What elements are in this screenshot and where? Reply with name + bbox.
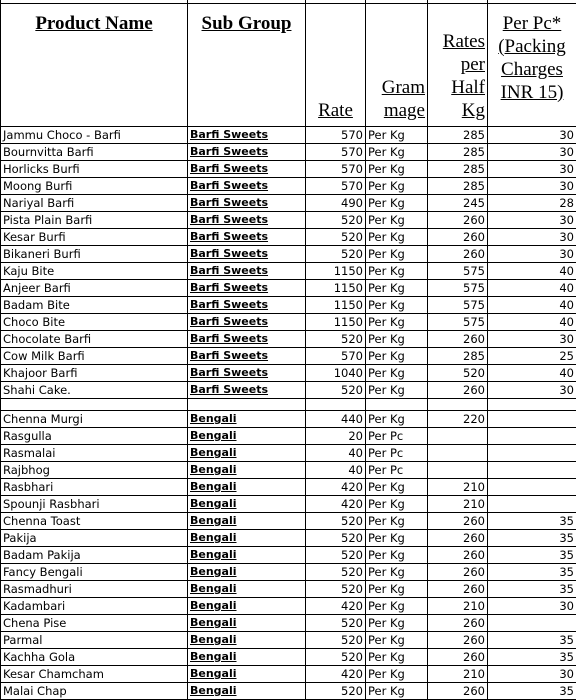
sub-group-cell: Bengali [188,479,306,496]
per-pc-cell: 25 [488,348,576,365]
table-row [1,263,576,280]
product-name-cell: Horlicks Burfi [1,161,188,178]
table-row [1,280,576,297]
grammage-cell: Per Kg [366,280,428,297]
table-row [1,632,576,649]
table-row [1,666,576,683]
sub-group-cell: Bengali [188,411,306,428]
sub-group-cell: Barfi Sweets [188,212,306,229]
per-pc-cell: 40 [488,297,576,314]
sub-group-cell: Barfi Sweets [188,161,306,178]
empty-cell [488,399,576,411]
half-kg-rate-cell: 285 [428,127,488,144]
per-pc-cell: 40 [488,314,576,331]
product-name-cell: Anjeer Barfi [1,280,188,297]
sub-group-cell: Barfi Sweets [188,365,306,382]
table-row [1,598,576,615]
sub-group-cell: Bengali [188,513,306,530]
half-kg-rate-cell: 260 [428,513,488,530]
half-kg-rate-cell: 260 [428,547,488,564]
sub-group-cell: Bengali [188,547,306,564]
table-row [1,581,576,598]
per-pc-cell [488,615,576,632]
per-pc-cell: 35 [488,632,576,649]
product-name-cell: Nariyal Barfi [1,195,188,212]
table-row [1,314,576,331]
grammage-cell: Per Kg [366,615,428,632]
per-pc-cell: 30 [488,127,576,144]
half-kg-rate-cell: 260 [428,229,488,246]
sub-group-cell: Bengali [188,445,306,462]
per-pc-cell: 35 [488,581,576,598]
half-kg-rate-cell: 260 [428,615,488,632]
per-pc-cell [488,496,576,513]
table-row [1,564,576,581]
grammage-cell: Per Kg [366,581,428,598]
sub-group-cell: Barfi Sweets [188,127,306,144]
rate-cell: 520 [306,683,366,700]
header-per-pc [488,4,576,127]
half-kg-rate-cell: 220 [428,411,488,428]
rate-cell: 1150 [306,263,366,280]
sub-group-cell: Barfi Sweets [188,178,306,195]
grammage-cell: Per Pc [366,445,428,462]
per-pc-cell [488,479,576,496]
product-name-cell: Kaju Bite [1,263,188,280]
product-name-cell: Fancy Bengali [1,564,188,581]
rate-cell: 520 [306,513,366,530]
header-row [1,4,576,127]
product-name-cell: Bikaneri Burfi [1,246,188,263]
product-name-cell: Malai Chap [1,683,188,700]
grammage-cell: Per Kg [366,263,428,280]
grammage-cell: Per Kg [366,178,428,195]
product-name-cell: Badam Pakija [1,547,188,564]
table-row [1,348,576,365]
grammage-cell: Per Kg [366,229,428,246]
rate-cell: 570 [306,161,366,178]
rate-cell: 1150 [306,280,366,297]
header-per-pc-text: Per Pc* (Packing Charges INR 15) [498,13,566,103]
grammage-cell: Per Kg [366,246,428,263]
sub-group-cell: Bengali [188,581,306,598]
grammage-cell: Per Kg [366,632,428,649]
table-row [1,479,576,496]
grammage-cell: Per Kg [366,144,428,161]
table-row [1,530,576,547]
table-row [1,683,576,700]
rate-cell: 520 [306,564,366,581]
product-name-cell: Choco Bite [1,314,188,331]
header-grammage-text: Gram mage [381,77,425,121]
grammage-cell: Per Kg [366,479,428,496]
table-row [1,428,576,445]
half-kg-rate-cell: 260 [428,382,488,399]
per-pc-cell: 30 [488,212,576,229]
table-row [1,547,576,564]
per-pc-cell: 35 [488,530,576,547]
rate-cell: 440 [306,411,366,428]
per-pc-cell: 35 [488,513,576,530]
header-rate [306,4,366,127]
grammage-cell: Per Kg [366,564,428,581]
sub-group-cell: Barfi Sweets [188,229,306,246]
rate-cell: 420 [306,479,366,496]
section-gap-row [1,399,576,411]
empty-cell [188,399,306,411]
table-row [1,297,576,314]
sub-group-cell: Bengali [188,632,306,649]
product-name-cell: Chenna Toast [1,513,188,530]
rate-cell: 520 [306,530,366,547]
grammage-cell: Per Kg [366,195,428,212]
product-name-cell: Rajbhog [1,462,188,479]
product-name-cell: Cow Milk Barfi [1,348,188,365]
rate-cell: 40 [306,445,366,462]
product-name-cell: Kachha Gola [1,649,188,666]
half-kg-rate-cell: 260 [428,581,488,598]
table-row [1,178,576,195]
sub-group-cell: Bengali [188,462,306,479]
table-row [1,411,576,428]
grammage-cell: Per Kg [366,649,428,666]
per-pc-cell: 30 [488,598,576,615]
half-kg-rate-cell: 260 [428,331,488,348]
product-name-cell: Rasbhari [1,479,188,496]
per-pc-cell [488,462,576,479]
per-pc-cell [488,428,576,445]
sub-group-cell: Barfi Sweets [188,263,306,280]
grammage-cell: Per Kg [366,382,428,399]
half-kg-rate-cell: 575 [428,314,488,331]
rate-cell: 520 [306,581,366,598]
rate-cell: 520 [306,382,366,399]
grammage-cell: Per Kg [366,365,428,382]
half-kg-rate-cell [428,462,488,479]
table-row [1,649,576,666]
rate-cell: 520 [306,229,366,246]
half-kg-rate-cell: 210 [428,496,488,513]
grammage-cell: Per Kg [366,212,428,229]
rate-cell: 570 [306,144,366,161]
rate-cell: 520 [306,547,366,564]
grammage-cell: Per Kg [366,513,428,530]
table-row [1,462,576,479]
sub-group-cell: Bengali [188,496,306,513]
grammage-cell: Per Kg [366,297,428,314]
rate-cell: 570 [306,178,366,195]
empty-cell [428,399,488,411]
sub-group-cell: Bengali [188,683,306,700]
per-pc-cell: 30 [488,144,576,161]
rate-cell: 1150 [306,297,366,314]
sub-group-cell: Bengali [188,666,306,683]
half-kg-rate-cell: 285 [428,161,488,178]
table-row [1,127,576,144]
sub-group-cell: Bengali [188,564,306,581]
half-kg-rate-cell [428,428,488,445]
half-kg-rate-cell: 210 [428,666,488,683]
table-row [1,496,576,513]
empty-cell [366,399,428,411]
grammage-cell: Per Kg [366,547,428,564]
grammage-cell: Per Pc [366,462,428,479]
half-kg-rate-cell: 260 [428,564,488,581]
per-pc-cell: 35 [488,547,576,564]
rate-cell: 570 [306,348,366,365]
rate-cell: 520 [306,212,366,229]
half-kg-rate-cell: 245 [428,195,488,212]
per-pc-cell: 30 [488,382,576,399]
half-kg-rate-cell: 210 [428,479,488,496]
header-grammage [366,4,428,127]
half-kg-rate-cell: 210 [428,598,488,615]
sub-group-cell: Barfi Sweets [188,195,306,212]
rate-cell: 520 [306,632,366,649]
rate-cell: 520 [306,331,366,348]
table-row [1,365,576,382]
product-name-cell: Kadambari [1,598,188,615]
rate-cell: 570 [306,127,366,144]
half-kg-rate-cell: 260 [428,212,488,229]
sub-group-cell: Barfi Sweets [188,314,306,331]
product-name-cell: Chocolate Barfi [1,331,188,348]
product-name-cell: Parmal [1,632,188,649]
product-name-cell: Bournvitta Barfi [1,144,188,161]
per-pc-cell: 35 [488,683,576,700]
rate-cell: 1150 [306,314,366,331]
per-pc-cell: 35 [488,649,576,666]
table-row [1,144,576,161]
sub-group-cell: Barfi Sweets [188,348,306,365]
header-half-kg-text: Rates per Half Kg [442,31,485,121]
half-kg-rate-cell: 285 [428,144,488,161]
grammage-cell: Per Pc [366,428,428,445]
grammage-cell: Per Kg [366,598,428,615]
half-kg-rate-cell: 260 [428,683,488,700]
product-name-cell: Pakija [1,530,188,547]
product-name-cell: Chenna Murgi [1,411,188,428]
rate-cell: 420 [306,496,366,513]
sub-group-cell: Bengali [188,615,306,632]
sub-group-cell: Bengali [188,530,306,547]
per-pc-cell: 30 [488,178,576,195]
per-pc-cell: 30 [488,229,576,246]
product-name-cell: Spounji Rasbhari [1,496,188,513]
half-kg-rate-cell: 260 [428,530,488,547]
product-name-cell: Kesar Burfi [1,229,188,246]
sub-group-cell: Barfi Sweets [188,382,306,399]
per-pc-cell [488,445,576,462]
table-row [1,445,576,462]
rate-cell: 20 [306,428,366,445]
product-name-cell: Rasgulla [1,428,188,445]
table-row [1,615,576,632]
product-name-cell: Rasmalai [1,445,188,462]
header-rate-text: Rate [318,100,353,121]
sub-group-cell: Barfi Sweets [188,144,306,161]
rate-cell: 420 [306,598,366,615]
grammage-cell: Per Kg [366,530,428,547]
half-kg-rate-cell: 260 [428,649,488,666]
grammage-cell: Per Kg [366,348,428,365]
table-row [1,195,576,212]
half-kg-rate-cell: 260 [428,632,488,649]
product-name-cell: Kesar Chamcham [1,666,188,683]
rate-cell: 1040 [306,365,366,382]
sub-group-cell: Bengali [188,598,306,615]
per-pc-cell: 35 [488,564,576,581]
product-name-cell: Shahi Cake. [1,382,188,399]
table-row [1,331,576,348]
header-sub-group: Sub Group [188,4,306,127]
grammage-cell: Per Kg [366,314,428,331]
half-kg-rate-cell: 285 [428,178,488,195]
per-pc-cell: 30 [488,161,576,178]
header-half-kg [428,4,488,127]
half-kg-rate-cell: 575 [428,297,488,314]
grammage-cell: Per Kg [366,161,428,178]
grammage-cell: Per Kg [366,127,428,144]
table-row [1,246,576,263]
grammage-cell: Per Kg [366,683,428,700]
per-pc-cell: 40 [488,263,576,280]
half-kg-rate-cell: 260 [428,246,488,263]
rate-cell: 520 [306,615,366,632]
rate-cell: 40 [306,462,366,479]
half-kg-rate-cell: 575 [428,280,488,297]
product-name-cell: Badam Bite [1,297,188,314]
per-pc-cell: 30 [488,246,576,263]
per-pc-cell: 40 [488,365,576,382]
grammage-cell: Per Kg [366,411,428,428]
sub-group-cell: Barfi Sweets [188,331,306,348]
table-row [1,212,576,229]
product-name-cell: Moong Burfi [1,178,188,195]
product-name-cell: Rasmadhuri [1,581,188,598]
product-name-cell: Pista Plain Barfi [1,212,188,229]
half-kg-rate-cell: 575 [428,263,488,280]
product-name-cell: Khajoor Barfi [1,365,188,382]
table-row [1,161,576,178]
per-pc-cell: 40 [488,280,576,297]
half-kg-rate-cell [428,445,488,462]
per-pc-cell: 30 [488,331,576,348]
half-kg-rate-cell: 285 [428,348,488,365]
per-pc-cell [488,411,576,428]
table-row [1,382,576,399]
grammage-cell: Per Kg [366,496,428,513]
sub-group-cell: Barfi Sweets [188,297,306,314]
rate-cell: 520 [306,649,366,666]
sub-group-cell: Bengali [188,428,306,445]
empty-cell [306,399,366,411]
per-pc-cell: 30 [488,666,576,683]
sub-group-cell: Barfi Sweets [188,246,306,263]
grammage-cell: Per Kg [366,666,428,683]
rate-cell: 490 [306,195,366,212]
header-product-name: Product Name [1,4,188,127]
sub-group-cell: Barfi Sweets [188,280,306,297]
sub-group-cell: Bengali [188,649,306,666]
product-name-cell: Chena Pise [1,615,188,632]
rate-cell: 420 [306,666,366,683]
table-row [1,229,576,246]
rate-cell: 520 [306,246,366,263]
half-kg-rate-cell: 520 [428,365,488,382]
grammage-cell: Per Kg [366,331,428,348]
product-name-cell: Jammu Choco - Barfi [1,127,188,144]
table-row [1,513,576,530]
empty-cell [1,399,188,411]
per-pc-cell: 28 [488,195,576,212]
